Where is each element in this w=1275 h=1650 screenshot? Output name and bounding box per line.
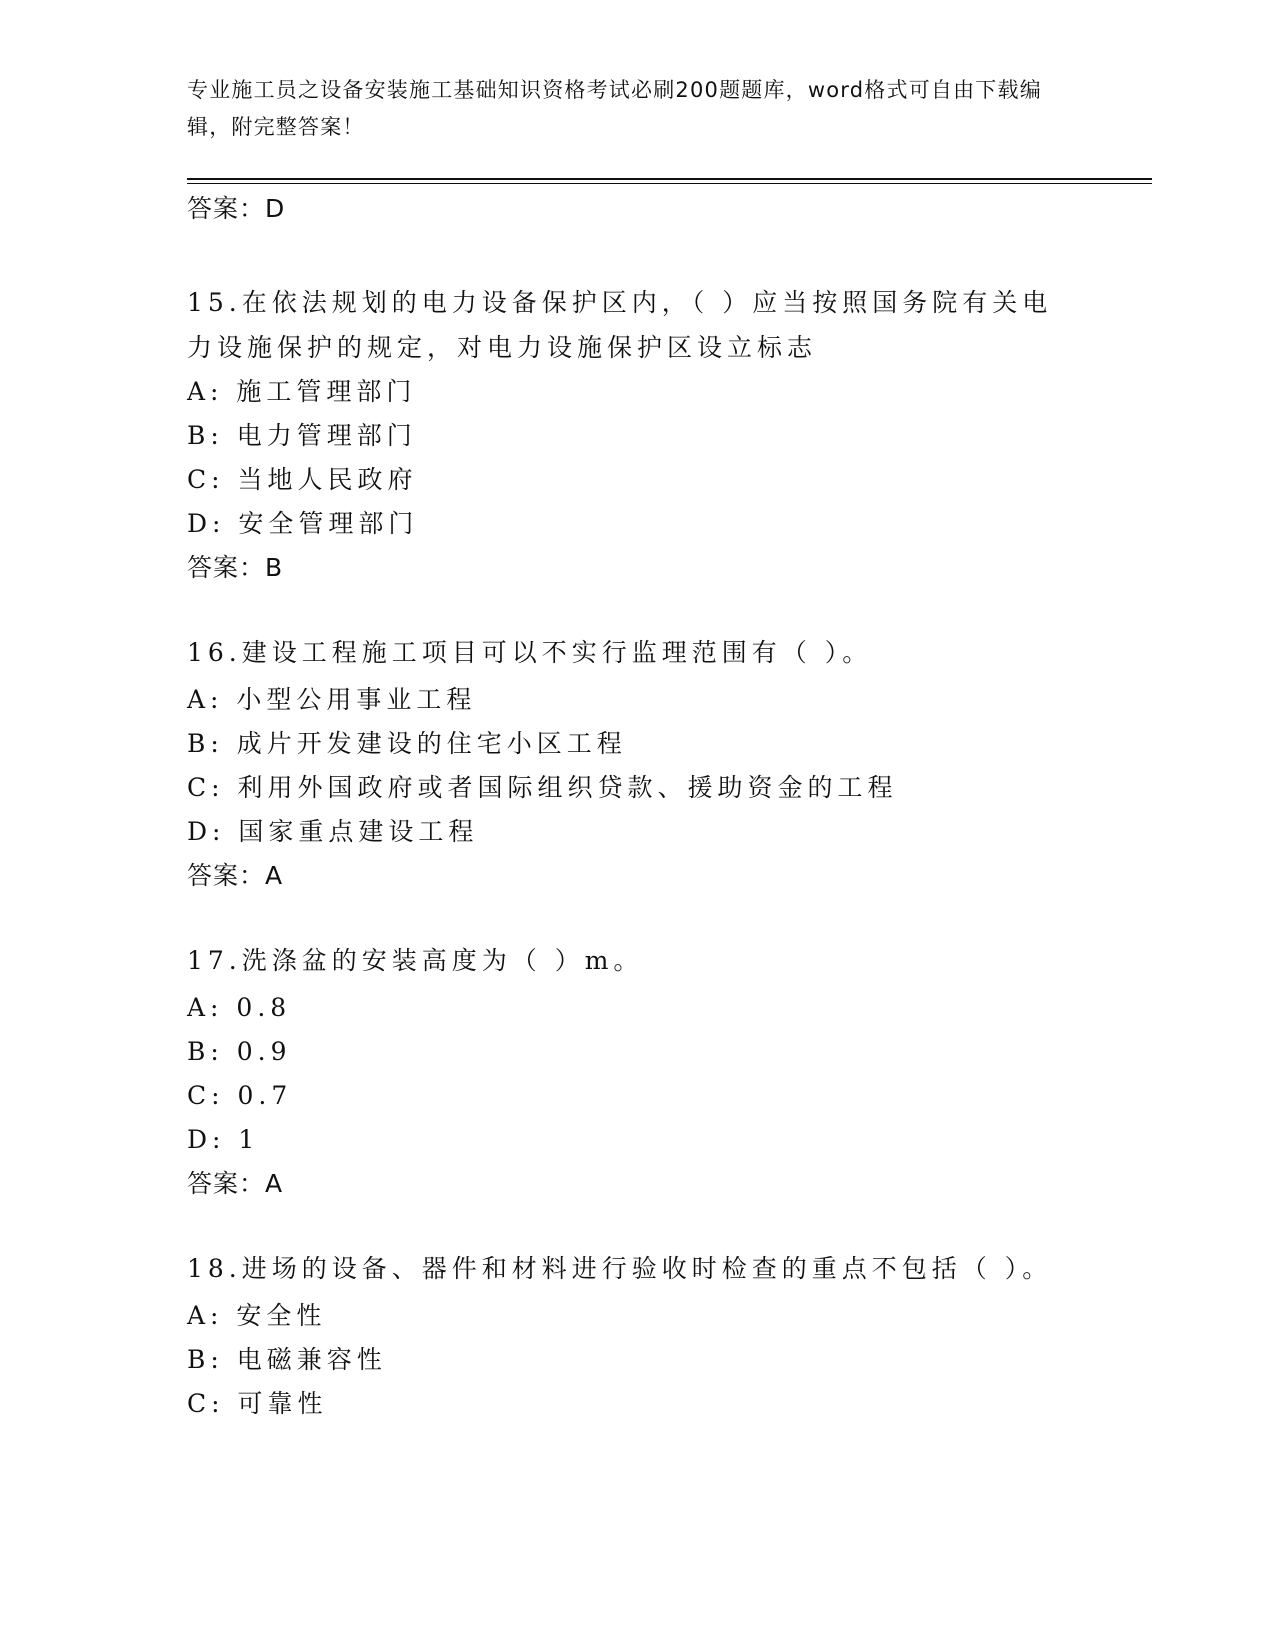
question-17-option-a: A: 0.8: [187, 993, 292, 1022]
answer-q16: 答案：A: [187, 861, 284, 890]
question-16-option-a: A: 小型公用事业工程: [187, 685, 477, 714]
question-16-option-c: C: 利用外国政府或者国际组织贷款、援助资金的工程: [187, 773, 898, 802]
question-17-option-d: D: 1: [187, 1125, 260, 1154]
question-18-option-a: A: 安全性: [187, 1301, 327, 1330]
question-16-text: 16.建设工程施工项目可以不实行监理范围有（ ）。: [187, 638, 873, 667]
question-16-option-b: B: 成片开发建设的住宅小区工程: [187, 729, 627, 758]
question-17-option-b: B: 0.9: [187, 1037, 292, 1066]
document-header: 专业施工员之设备安装施工基础知识资格考试必刷200题题库，word格式可自由下载编辑，附完整答案！: [187, 78, 1042, 139]
answer-q15: 答案：B: [187, 553, 284, 582]
question-16-option-d: D: 国家重点建设工程: [187, 817, 479, 846]
question-15-option-c: C: 当地人民政府: [187, 465, 418, 494]
question-17-option-c: C: 0.7: [187, 1081, 293, 1110]
question-18-text: 18.进场的设备、器件和材料进行验收时检查的重点不包括（ ）。: [187, 1254, 1053, 1283]
question-18-option-c: C: 可靠性: [187, 1389, 328, 1418]
answer-q17: 答案：A: [187, 1169, 284, 1198]
header-divider: [187, 178, 1152, 180]
question-15-option-d: D: 安全管理部门: [187, 509, 419, 538]
question-17-text: 17.洗涤盆的安装高度为（ ）m。: [187, 946, 644, 975]
question-15-text: 15.在依法规划的电力设备保护区内，（ ）应当按照国务院有关电力设施保护的规定，对电力设施保护区设立标志: [187, 288, 1053, 362]
question-15-option-a: A: 施工管理部门: [187, 377, 417, 406]
header-divider-thin: [187, 183, 1152, 184]
question-15-option-b: B: 电力管理部门: [187, 421, 417, 450]
answer-q14: 答案：D: [187, 194, 286, 223]
question-18-option-b: B: 电磁兼容性: [187, 1345, 387, 1374]
